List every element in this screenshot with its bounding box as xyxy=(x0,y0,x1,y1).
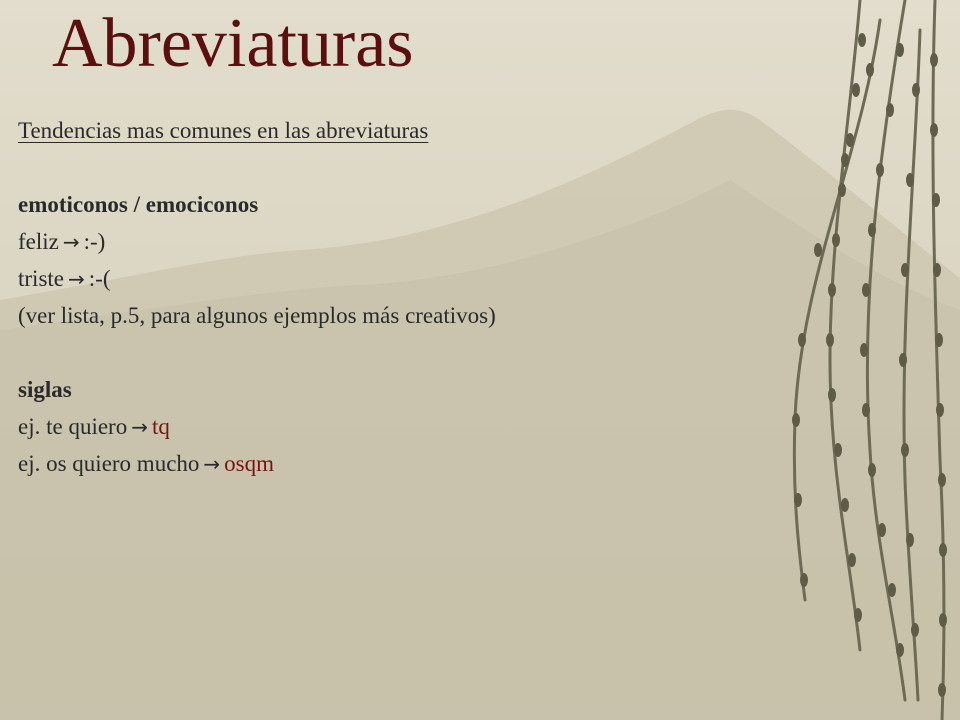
example-line-te-quiero xyxy=(18,408,758,445)
example-abbreviation: tq xyxy=(151,414,170,439)
example-word: feliz xyxy=(18,229,59,254)
arrow-right-icon: → xyxy=(131,415,148,439)
arrow-right-icon: → xyxy=(203,452,221,476)
example-line-feliz xyxy=(18,223,758,260)
slide-body xyxy=(18,112,758,482)
subtitle: Tendencias mas comunes en las abreviaturas xyxy=(18,118,429,143)
section-heading-siglas: siglas xyxy=(18,377,72,402)
spacer xyxy=(18,334,758,371)
arrow-right-icon: → xyxy=(68,267,85,291)
example-word: ej. te quiero xyxy=(18,414,128,439)
example-line-os-quiero-mucho xyxy=(18,445,758,482)
section-heading-emoticonos: emoticonos / emociconos xyxy=(18,192,259,217)
spacer xyxy=(18,149,758,186)
note-line: (ver lista, p.5, para algunos ejemplos más creativos) xyxy=(18,303,496,328)
example-line-triste xyxy=(18,260,758,297)
arrow-right-icon: → xyxy=(62,230,80,254)
example-word: ej. os quiero mucho xyxy=(18,451,200,476)
example-abbreviation: :-) xyxy=(83,229,106,254)
example-word: triste xyxy=(18,266,64,291)
example-abbreviation: :-( xyxy=(88,266,111,291)
example-abbreviation: osqm xyxy=(224,451,275,476)
slide-title: Abreviaturas xyxy=(52,5,414,82)
